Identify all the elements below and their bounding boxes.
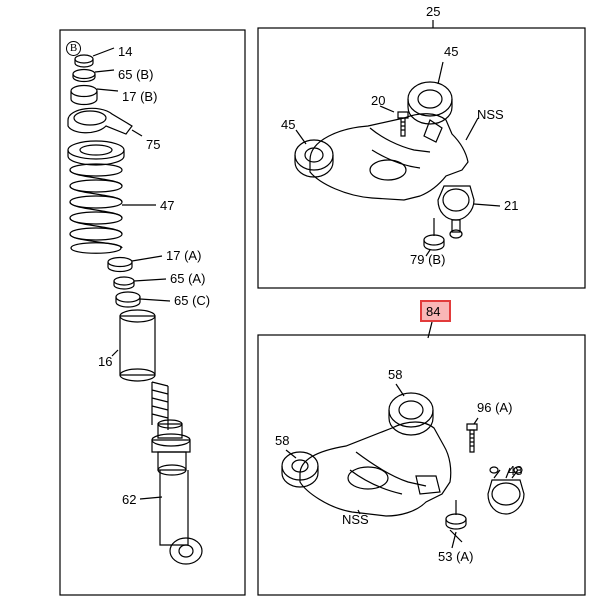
panel-lower-control-arm: [258, 335, 585, 595]
label-58-right: 58: [388, 367, 403, 382]
part-17a-bush: [108, 258, 132, 267]
part-16-bump-stop: [120, 310, 155, 381]
label-20: 20: [371, 93, 386, 108]
label-nss-upper: NSS: [477, 107, 504, 122]
label-65b: 65 (B): [118, 67, 154, 82]
part-45-bushing-left: [295, 140, 333, 177]
label-65c: 65 (C): [174, 293, 211, 308]
label-16: 16: [98, 354, 113, 369]
part-65b-washer: [73, 70, 95, 79]
part-14-nut: [75, 55, 93, 63]
label-14: 14: [118, 44, 133, 59]
label-nss-lower: NSS: [342, 512, 369, 527]
label-17a: 17 (A): [166, 248, 202, 263]
part-20-bolt: [398, 112, 408, 136]
label-45-left: 45: [281, 117, 296, 132]
part-62-shock-absorber: [152, 420, 202, 564]
callout-25: 25: [426, 4, 441, 19]
part-upper-control-arm: [310, 114, 468, 200]
label-75: 75: [146, 137, 161, 152]
part-47-coil-spring: [70, 164, 122, 253]
part-17b-bush: [71, 86, 97, 97]
label-48: 48: [508, 463, 523, 478]
label-62: 62: [122, 492, 137, 507]
label-17b: 17 (B): [122, 89, 158, 104]
label-21: 21: [504, 198, 519, 213]
part-65c-washer: [116, 292, 140, 302]
part-79b-nut: [424, 218, 444, 250]
highlight-label-84: 84: [426, 304, 441, 319]
part-upper-seat: [68, 141, 124, 159]
part-65a-washer: [114, 277, 134, 285]
label-79b: 79 (B): [410, 252, 446, 267]
part-45-bushing-right: [408, 82, 452, 124]
part-96a-bolt: [467, 424, 477, 452]
part-dust-boot: [152, 382, 168, 430]
part-21-ball-joint: [438, 186, 474, 238]
part-lower-control-arm: [300, 422, 451, 516]
part-53a-nut: [446, 500, 466, 542]
part-62-lower-eye: [170, 538, 202, 564]
label-65a: 65 (A): [170, 271, 206, 286]
panel-upper-control-arm: [258, 28, 585, 288]
part-58-bushing-right: [389, 393, 433, 435]
label-53a: 53 (A): [438, 549, 474, 564]
label-45-right: 45: [444, 44, 459, 59]
label-96a: 96 (A): [477, 400, 513, 415]
label-47: 47: [160, 198, 175, 213]
circle-marker-b: B: [66, 41, 81, 56]
label-58-left: 58: [275, 433, 290, 448]
